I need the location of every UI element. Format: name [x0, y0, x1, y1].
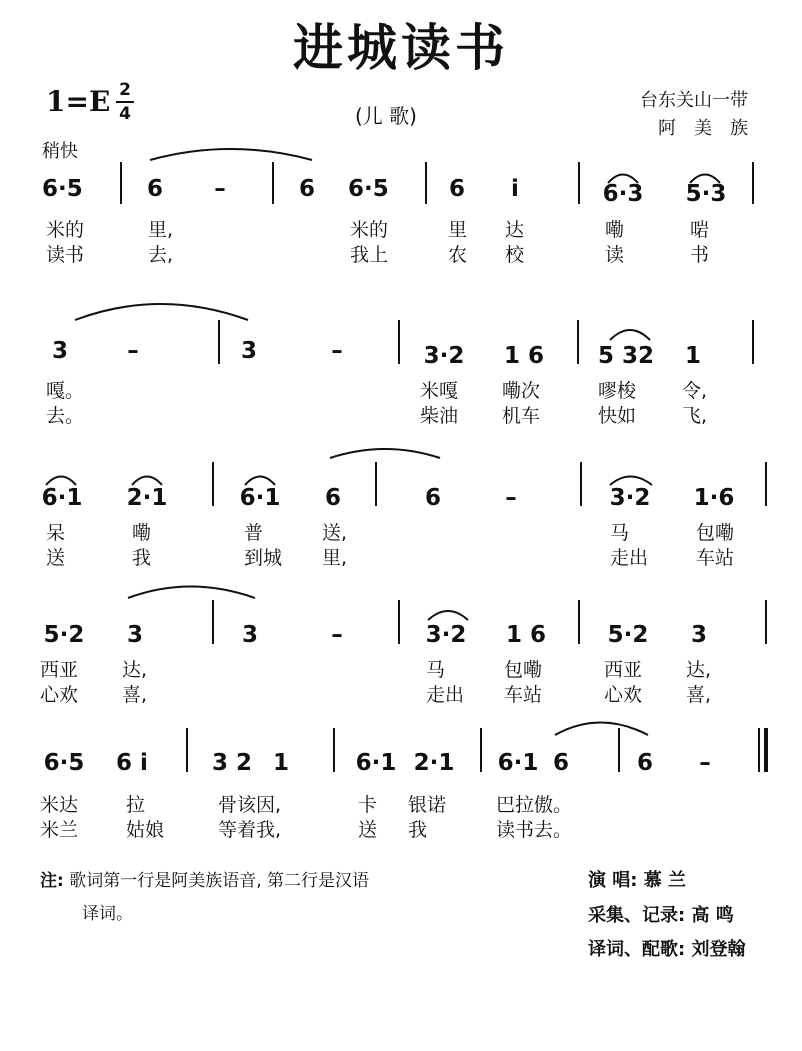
lyric: 米兰: [40, 819, 79, 841]
tempo-marking: 稍快: [42, 141, 78, 162]
lyric: 我上: [350, 244, 389, 266]
note: 6: [448, 176, 465, 202]
lyric: 嘎。: [46, 380, 85, 402]
lyric: 姑娘: [126, 819, 165, 841]
lyric: 西亚: [40, 659, 79, 681]
note: 6·5: [348, 176, 389, 202]
lyric: 拉: [126, 794, 146, 816]
note: 5·2: [43, 622, 85, 648]
song-title: 进城读书: [293, 19, 509, 77]
lyric: 柴油: [420, 405, 459, 427]
lyric: 喜,: [122, 684, 148, 706]
lyric: 里: [448, 219, 468, 241]
lyric: 我: [132, 547, 152, 569]
lyric: 令,: [682, 380, 708, 402]
note: 6: [146, 176, 163, 202]
note: –: [331, 338, 343, 364]
lyric: 嘞次: [502, 380, 541, 402]
lyric: 到城: [244, 547, 283, 569]
slur: [330, 449, 440, 458]
note: 1: [684, 343, 701, 369]
lyric: 机车: [502, 405, 541, 427]
lyric: 快如: [598, 405, 637, 427]
note: 5·3: [685, 181, 727, 207]
note: 6·1: [41, 485, 83, 511]
lyric: 去。: [46, 405, 85, 427]
note: 2·1: [126, 485, 168, 511]
note: 6: [298, 176, 315, 202]
credit-role: 演 唱:: [588, 870, 638, 891]
lyric: 送: [46, 547, 66, 569]
barline: [752, 162, 754, 204]
genre-label: (儿 歌): [355, 104, 417, 128]
credit-name: 高 鸣: [691, 905, 734, 926]
note: 3: [240, 338, 257, 364]
barline: [218, 320, 220, 364]
note: i: [511, 176, 519, 202]
note: 6·3: [602, 181, 644, 207]
note: 3: [126, 622, 143, 648]
note: 6: [424, 485, 441, 511]
lyric: 等着我,: [218, 819, 282, 841]
lyric: 马: [426, 659, 446, 681]
note: 1 6: [505, 622, 546, 648]
lyric: 里,: [148, 219, 174, 241]
barline: [272, 162, 274, 204]
lyric: 读书: [46, 244, 85, 266]
key-signature: 1=E: [46, 85, 111, 118]
lyric: 达,: [122, 659, 148, 681]
lyric: 喜,: [686, 684, 712, 706]
credit-name: 刘登翰: [691, 939, 746, 960]
lyric: 马: [610, 522, 630, 544]
note: 1·6: [693, 485, 735, 511]
origin-ethnicity: 阿美族: [658, 118, 766, 139]
lyric: 读书去。: [496, 819, 573, 841]
lyric: 农: [448, 244, 468, 266]
lyric: 呆: [46, 522, 66, 544]
barline: [765, 462, 767, 506]
credit-lyricist: [588, 935, 745, 961]
note: 6·1: [355, 750, 397, 776]
note: 3: [690, 622, 707, 648]
credit-singer: [588, 866, 686, 892]
note: –: [699, 750, 711, 776]
slur: [610, 330, 650, 340]
lyric: 西亚: [604, 659, 643, 681]
note: 6: [552, 750, 569, 776]
lyric: 校: [505, 244, 525, 266]
lyric: 包嘞: [504, 659, 543, 681]
slur: [555, 723, 648, 736]
barline: [212, 462, 214, 506]
time-signature-bottom: 4: [119, 104, 131, 124]
note: 5·2: [607, 622, 649, 648]
lyric: 普: [244, 522, 264, 544]
lyric: 啱: [690, 219, 710, 241]
lyric: 送,: [322, 522, 348, 544]
barline: [577, 320, 579, 364]
time-signature-top: 2: [119, 80, 131, 100]
lyric: 走出: [426, 684, 465, 706]
lyric: 走出: [610, 547, 649, 569]
footnote-label: 注:: [40, 871, 64, 891]
barline: [333, 728, 335, 772]
note: 6 i: [116, 750, 148, 776]
lyric: 车站: [696, 547, 735, 569]
lyric: 读: [605, 244, 625, 266]
lyric: 达: [505, 219, 525, 241]
slur: [245, 477, 275, 486]
lyric: 飞,: [682, 405, 708, 427]
lyric: 嘐梭: [598, 380, 637, 402]
note: 6: [636, 750, 653, 776]
lyric: 我: [408, 819, 428, 841]
note: 3 2: [211, 750, 252, 776]
lyric: 车站: [504, 684, 543, 706]
barline: [398, 600, 400, 644]
credit-role: 采集、记录:: [588, 905, 686, 926]
barline: [120, 162, 122, 204]
note: 6·5: [42, 176, 83, 202]
slur: [150, 149, 312, 160]
footnote: [40, 866, 369, 891]
slur: [610, 477, 652, 486]
note: 3: [51, 338, 68, 364]
barline: [765, 600, 767, 644]
note: –: [505, 485, 517, 511]
slur: [128, 587, 255, 599]
lyric: 骨该因,: [218, 794, 282, 816]
lyric: 去,: [148, 244, 174, 266]
lyric: 卡: [358, 794, 378, 816]
lyric: 嘞: [132, 522, 152, 544]
slur: [428, 611, 468, 620]
lyric: 银诺: [408, 794, 447, 816]
barline: [480, 728, 482, 772]
lyric: 米达: [40, 794, 79, 816]
note: 5 32: [597, 343, 655, 369]
note: 3·2: [423, 343, 465, 369]
barline: [212, 600, 214, 644]
note: 3·2: [609, 485, 651, 511]
lyric: 嘞: [605, 219, 625, 241]
barline: [580, 462, 582, 506]
footnote-text: 歌词第一行是阿美族语音, 第二行是汉语: [69, 871, 370, 891]
note: 6·1: [239, 485, 281, 511]
barline: [398, 320, 400, 364]
note: 3·2: [425, 622, 467, 648]
lyric: 米的: [350, 219, 389, 241]
credit-collector: [588, 901, 734, 927]
slur: [46, 477, 76, 486]
barline: [375, 462, 377, 506]
origin-region: 台东关山一带: [640, 90, 748, 111]
lyric: 里,: [322, 547, 348, 569]
note: 6: [324, 485, 341, 511]
lyric: 达,: [686, 659, 712, 681]
credit-role: 译词、配歌:: [588, 939, 686, 960]
lyric: 米嘎: [420, 380, 459, 402]
lyric: 送: [358, 819, 378, 841]
note: 3: [241, 622, 258, 648]
barline: [618, 728, 620, 772]
note: 6·1: [497, 750, 539, 776]
footnote-continued: 译词。: [82, 904, 133, 924]
note: –: [214, 176, 226, 202]
note: 6·5: [43, 750, 85, 776]
lyric: 米的: [46, 219, 85, 241]
final-barline-thick: [764, 728, 768, 772]
slur: [75, 304, 248, 320]
barline: [752, 320, 754, 364]
slur: [132, 477, 162, 486]
barline: [425, 162, 427, 204]
lyric: 心欢: [604, 684, 643, 706]
barline: [578, 600, 580, 644]
note: –: [331, 622, 343, 648]
lyric: 心欢: [40, 684, 79, 706]
note: 1: [272, 750, 289, 776]
note: –: [127, 338, 139, 364]
lyric: 书: [690, 244, 710, 266]
barline: [186, 728, 188, 772]
credit-name: 慕 兰: [643, 870, 687, 891]
note: 2·1: [413, 750, 455, 776]
lyric: 包嘞: [696, 522, 735, 544]
lyric: 巴拉傲。: [496, 794, 573, 816]
note: 1 6: [503, 343, 544, 369]
final-barline-thin: [758, 728, 760, 772]
barline: [578, 162, 580, 204]
